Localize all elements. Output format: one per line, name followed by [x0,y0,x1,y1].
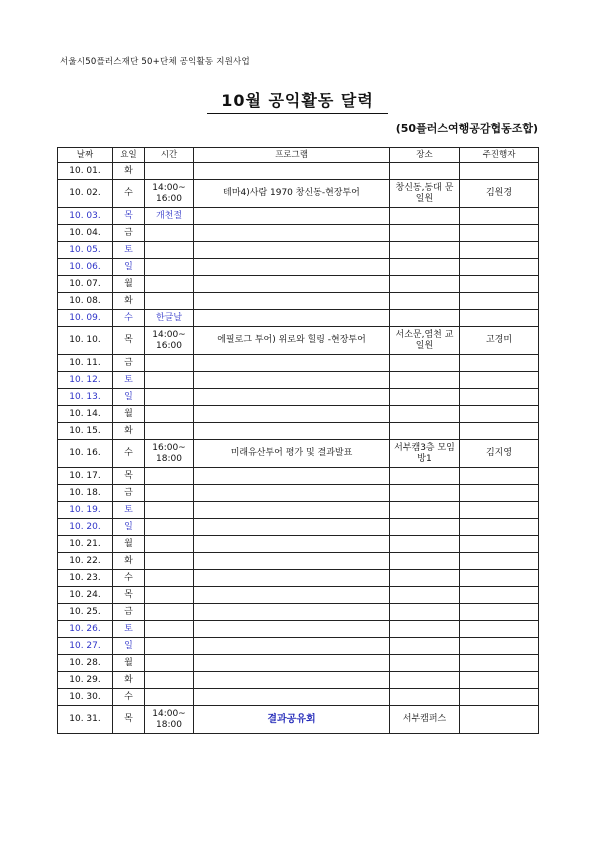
cell-day: 토 [113,621,145,638]
cell-day: 토 [113,242,145,259]
table-row [58,406,539,423]
cell-leader [460,355,539,372]
cell-day: 일 [113,389,145,406]
cell-time [145,259,194,276]
cell-program [194,655,390,672]
cell-date: 10. 15. [58,423,113,440]
cell-place [390,570,460,587]
cell-time [145,225,194,242]
cell-place [390,225,460,242]
cell-place [390,689,460,706]
cell-day: 수 [113,180,145,208]
table-row [58,519,539,536]
cell-date: 10. 05. [58,242,113,259]
cell-day: 화 [113,163,145,180]
cell-day: 월 [113,536,145,553]
cell-program: 결과공유회 [194,706,390,734]
col-header-leader: 주진행자 [460,148,539,163]
cell-date: 10. 30. [58,689,113,706]
cell-day: 월 [113,276,145,293]
cell-day: 일 [113,259,145,276]
cell-place [390,310,460,327]
cell-date: 10. 14. [58,406,113,423]
cell-date: 10. 24. [58,587,113,604]
table-row [58,706,539,734]
cell-date: 10. 12. [58,372,113,389]
cell-place: 창신동,동대 문 일원 [390,180,460,208]
cell-day: 토 [113,372,145,389]
cell-place [390,163,460,180]
title-wrap [0,88,595,114]
cell-time [145,502,194,519]
cell-leader [460,621,539,638]
cell-day: 목 [113,587,145,604]
cell-leader [460,468,539,485]
cell-time [145,570,194,587]
cell-program: 에필로그 투어) 위로와 힐링 -현장투어 [194,327,390,355]
table-row [58,310,539,327]
cell-leader [460,706,539,734]
activity-calendar-table [57,147,539,734]
cell-program [194,468,390,485]
cell-date: 10. 18. [58,485,113,502]
cell-program [194,423,390,440]
cell-program [194,621,390,638]
cell-program [194,208,390,225]
table-row [58,587,539,604]
cell-place [390,604,460,621]
cell-date: 10. 09. [58,310,113,327]
cell-date: 10. 01. [58,163,113,180]
cell-day: 금 [113,485,145,502]
cell-leader [460,242,539,259]
cell-leader [460,276,539,293]
cell-day: 화 [113,672,145,689]
cell-date: 10. 13. [58,389,113,406]
cell-program [194,689,390,706]
table-row [58,163,539,180]
cell-day: 월 [113,655,145,672]
cell-leader [460,423,539,440]
cell-place [390,355,460,372]
header-note: 서울시50플러스재단 50+단체 공익활동 지원사업 [60,57,250,67]
cell-date: 10. 11. [58,355,113,372]
table-row [58,293,539,310]
cell-program [194,225,390,242]
cell-program [194,389,390,406]
cell-day: 토 [113,502,145,519]
cell-leader [460,225,539,242]
cell-place [390,672,460,689]
cell-day: 화 [113,293,145,310]
cell-leader [460,553,539,570]
cell-program [194,638,390,655]
table-body [58,163,539,734]
cell-leader [460,293,539,310]
cell-date: 10. 03. [58,208,113,225]
cell-time [145,553,194,570]
cell-place [390,655,460,672]
cell-date: 10. 25. [58,604,113,621]
cell-leader [460,655,539,672]
cell-place: 서소문,염천 교 일원 [390,327,460,355]
cell-program: 미래유산투어 평가 및 결과발표 [194,440,390,468]
cell-program [194,570,390,587]
cell-day: 화 [113,423,145,440]
cell-place [390,208,460,225]
cell-place [390,293,460,310]
table-header-row [58,148,539,163]
cell-day: 월 [113,406,145,423]
table-row [58,638,539,655]
table-row [58,208,539,225]
cell-time [145,689,194,706]
cell-place: 서부캠3층 모임방1 [390,440,460,468]
table-row [58,689,539,706]
cell-program [194,587,390,604]
cell-program [194,355,390,372]
cell-place [390,638,460,655]
cell-program: 테마4)사람 1970 창신동-현장투어 [194,180,390,208]
cell-program [194,242,390,259]
cell-time [145,372,194,389]
cell-program [194,276,390,293]
cell-leader [460,259,539,276]
cell-leader [460,536,539,553]
cell-program [194,502,390,519]
cell-time [145,276,194,293]
table-row [58,423,539,440]
col-header-program: 프로그램 [194,148,390,163]
cell-day: 목 [113,208,145,225]
cell-place [390,536,460,553]
page-title: 10월 공익활동 달력 [207,88,388,114]
col-header-day: 요일 [113,148,145,163]
cell-place [390,587,460,604]
cell-date: 10. 02. [58,180,113,208]
table-row [58,485,539,502]
cell-program [194,293,390,310]
table-row [58,389,539,406]
cell-place [390,621,460,638]
cell-day: 수 [113,310,145,327]
cell-place [390,468,460,485]
cell-leader [460,389,539,406]
cell-day: 일 [113,638,145,655]
table-row [58,225,539,242]
cell-program [194,259,390,276]
cell-place [390,406,460,423]
cell-date: 10. 27. [58,638,113,655]
cell-time [145,638,194,655]
cell-program [194,604,390,621]
table-row [58,355,539,372]
cell-day: 목 [113,706,145,734]
cell-leader [460,604,539,621]
cell-place [390,242,460,259]
cell-time [145,672,194,689]
cell-date: 10. 17. [58,468,113,485]
cell-date: 10. 26. [58,621,113,638]
cell-time [145,485,194,502]
table-row [58,621,539,638]
cell-place [390,389,460,406]
cell-date: 10. 29. [58,672,113,689]
cell-program [194,406,390,423]
cell-day: 수 [113,689,145,706]
cell-time: 14:00~ 18:00 [145,706,194,734]
cell-time [145,655,194,672]
cell-time [145,163,194,180]
cell-place [390,553,460,570]
cell-time: 14:00~ 16:00 [145,327,194,355]
cell-leader [460,406,539,423]
cell-date: 10. 07. [58,276,113,293]
cell-place: 서부캠퍼스 [390,706,460,734]
cell-time: 한글날 [145,310,194,327]
cell-time: 개천절 [145,208,194,225]
cell-leader [460,502,539,519]
cell-date: 10. 20. [58,519,113,536]
table-row [58,242,539,259]
cell-time [145,389,194,406]
cell-program [194,553,390,570]
table-row [58,655,539,672]
cell-program [194,672,390,689]
cell-program [194,310,390,327]
cell-leader [460,519,539,536]
cell-leader [460,372,539,389]
cell-date: 10. 31. [58,706,113,734]
cell-program [194,519,390,536]
cell-program [194,536,390,553]
cell-leader [460,638,539,655]
col-header-time: 시간 [145,148,194,163]
cell-leader [460,672,539,689]
cell-date: 10. 10. [58,327,113,355]
cell-place [390,519,460,536]
cell-date: 10. 19. [58,502,113,519]
cell-day: 수 [113,440,145,468]
cell-time [145,587,194,604]
cell-day: 금 [113,604,145,621]
cell-time [145,355,194,372]
cell-place [390,423,460,440]
cell-place [390,502,460,519]
cell-date: 10. 23. [58,570,113,587]
table-row [58,440,539,468]
cell-time [145,468,194,485]
table-row [58,180,539,208]
cell-leader [460,485,539,502]
cell-time [145,604,194,621]
cell-date: 10. 16. [58,440,113,468]
cell-time [145,423,194,440]
cell-place [390,259,460,276]
cell-leader [460,689,539,706]
cell-date: 10. 21. [58,536,113,553]
cell-program [194,372,390,389]
cell-date: 10. 06. [58,259,113,276]
table-row [58,536,539,553]
cell-date: 10. 04. [58,225,113,242]
table-row [58,327,539,355]
cell-day: 일 [113,519,145,536]
table-row [58,672,539,689]
organization-name: (50플러스여행공감협동조합) [395,122,538,135]
cell-time: 14:00~ 16:00 [145,180,194,208]
table-row [58,259,539,276]
table-row [58,468,539,485]
cell-leader: 김지영 [460,440,539,468]
cell-leader: 김원경 [460,180,539,208]
cell-leader [460,208,539,225]
table-row [58,502,539,519]
cell-time [145,293,194,310]
cell-day: 목 [113,468,145,485]
cell-place [390,372,460,389]
cell-date: 10. 28. [58,655,113,672]
table-row [58,553,539,570]
table-row [58,604,539,621]
cell-leader [460,570,539,587]
col-header-place: 장소 [390,148,460,163]
cell-date: 10. 08. [58,293,113,310]
cell-leader [460,310,539,327]
cell-leader [460,163,539,180]
cell-program [194,485,390,502]
cell-day: 금 [113,355,145,372]
table-row [58,372,539,389]
table-row [58,570,539,587]
cell-time [145,621,194,638]
cell-leader [460,587,539,604]
table-row [58,276,539,293]
cell-place [390,276,460,293]
cell-day: 목 [113,327,145,355]
cell-time: 16:00~ 18:00 [145,440,194,468]
cell-time [145,519,194,536]
cell-time [145,406,194,423]
cell-place [390,485,460,502]
cell-program [194,163,390,180]
cell-day: 금 [113,225,145,242]
cell-date: 10. 22. [58,553,113,570]
cell-time [145,536,194,553]
cell-leader: 고경미 [460,327,539,355]
cell-day: 화 [113,553,145,570]
cell-time [145,242,194,259]
cell-day: 수 [113,570,145,587]
col-header-date: 날짜 [58,148,113,163]
